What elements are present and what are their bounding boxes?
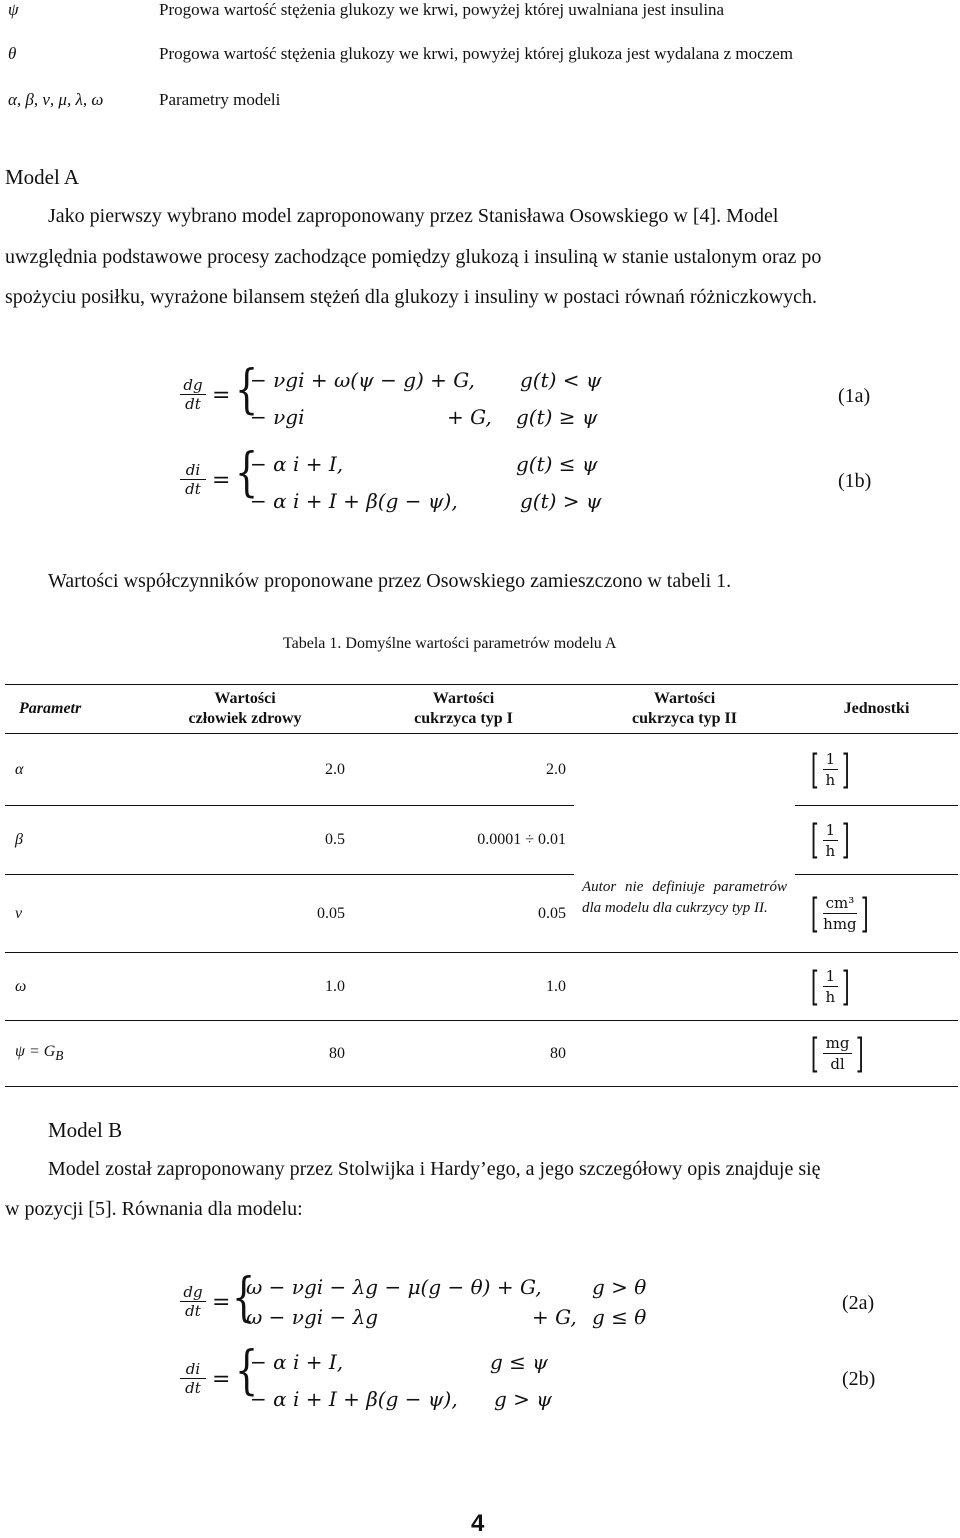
unit-numerator: 1 xyxy=(823,966,839,987)
row-alpha-param: α xyxy=(5,734,137,806)
header-type1-line-1: Wartości xyxy=(432,690,495,707)
eq2a-label: (2a) xyxy=(842,1292,875,1314)
eq1a-equals: = xyxy=(212,383,231,408)
header-param: Parametr xyxy=(5,685,137,734)
header-healthy-line-2: człowiek zdrowy xyxy=(188,710,302,727)
row-beta-unit xyxy=(795,806,958,875)
row-alpha-healthy: 2.0 xyxy=(137,734,353,806)
eq1a-condition-1: g(t) < ψ xyxy=(520,368,602,392)
type2-note xyxy=(574,734,795,953)
model-b-paragraph-line-2: w pozycji [5]. Równania dla modelu: xyxy=(5,1198,303,1220)
row-omega-unit xyxy=(795,953,958,1021)
eq2a-condition-1: g > θ xyxy=(592,1275,647,1299)
eq2a-derivative xyxy=(180,1283,206,1320)
eq2a-line-2: ω − νgi − λg xyxy=(246,1305,379,1329)
unit-numerator: 1 xyxy=(823,749,839,770)
eq2a-numerator: dg xyxy=(180,1283,206,1302)
row-nu-type1: 0.05 xyxy=(353,875,574,953)
eq1b-line-2: − α i + I + β(g − ψ), xyxy=(250,489,458,513)
model-a-paragraph-line-1: Jako pierwszy wybrano model zaproponowany przez Stanisława Osowskiego w [4]. Model xyxy=(48,205,779,227)
eq2b-condition-1: g ≤ ψ xyxy=(490,1350,548,1374)
table-header-row xyxy=(5,685,958,734)
table-row xyxy=(5,806,958,875)
eq2b-brace: { xyxy=(235,1341,259,1401)
eq1b-numerator: di xyxy=(180,461,206,480)
eq2a-condition-2: g ≤ θ xyxy=(592,1305,647,1329)
header-type2 xyxy=(574,685,795,734)
unit-denominator: dl xyxy=(830,1055,845,1073)
row-beta-param: β xyxy=(5,806,137,875)
row-psi-param xyxy=(5,1021,137,1087)
definition-symbol-theta: θ xyxy=(8,44,17,63)
definition-symbol-psi: ψ xyxy=(8,0,19,19)
row-omega-type2 xyxy=(574,953,795,1021)
eq1a-label: (1a) xyxy=(838,385,871,407)
eq2a-line-2-term: + G, xyxy=(532,1305,577,1329)
eq2b-label: (2b) xyxy=(842,1368,876,1390)
definition-symbol-params: α, β, ν, μ, λ, ω xyxy=(8,90,104,109)
eq2b-line-1: − α i + I, xyxy=(250,1350,344,1374)
unit-denominator: h xyxy=(825,841,836,860)
eq1a-brace: { xyxy=(235,360,259,420)
row-omega-param: ω xyxy=(5,953,137,1021)
header-healthy-line-1: Wartości xyxy=(214,690,276,707)
header-units: Jednostki xyxy=(795,685,958,734)
eq1a-line-2: − νgi xyxy=(250,405,305,429)
type2-note-text: Autor nie definiuje parametrów dla modelu dla cukrzycy typ II. xyxy=(582,879,787,916)
eq1b-brace: { xyxy=(235,443,259,503)
row-nu-param: ν xyxy=(5,875,137,953)
row-psi-unit xyxy=(795,1021,958,1087)
model-b-paragraph-line-1: Model został zaproponowany przez Stolwijka i Hardy’ego, a jego szczegółowy opis znajduje się xyxy=(48,1158,821,1180)
unit-denominator: h xyxy=(825,988,836,1006)
eq2b-equals: = xyxy=(212,1367,231,1392)
row-psi-param-subscript: B xyxy=(55,1048,64,1064)
definition-text-params: Parametry modeli xyxy=(159,90,281,109)
row-psi-type2 xyxy=(574,1021,795,1087)
header-type1 xyxy=(353,685,574,734)
table-row xyxy=(5,875,958,953)
eq2b-condition-2: g > ψ xyxy=(494,1387,552,1411)
table-reference-text: Wartości współczynników proponowane przez Osowskiego zamieszczono w tabeli 1. xyxy=(48,570,732,592)
model-a-paragraph-line-2: uwzględnia podstawowe procesy zachodzące pomiędzy glukozą i insuliną w stanie ustalonym oraz po xyxy=(5,246,822,268)
row-omega-healthy: 1.0 xyxy=(137,953,353,1021)
eq2a-brace: { xyxy=(232,1268,256,1328)
row-alpha-unit xyxy=(795,734,958,806)
unit-per-hour: [ $\frac{1}{h}$ ] xyxy=(810,963,850,1010)
table-row xyxy=(5,1021,958,1087)
eq2b-derivative xyxy=(180,1360,206,1397)
model-a-heading: Model A xyxy=(5,165,80,189)
row-psi-param-text: ψ = G xyxy=(15,1042,56,1060)
eq1b-label: (1b) xyxy=(838,470,872,492)
model-a-paragraph-line-3: spożyciu posiłku, wyrażone bilansem stężeń dla glukozy i insuliny w postaci równań różniczkowych. xyxy=(5,286,818,308)
eq2b-line-2: − α i + I + β(g − ψ), xyxy=(250,1387,458,1411)
unit-numerator: 1 xyxy=(823,820,839,841)
header-type2-line-2: cukrzyca typ II xyxy=(632,710,737,727)
row-alpha-type1: 2.0 xyxy=(353,734,574,806)
header-type2-line-1: Wartości xyxy=(653,690,716,707)
page-number: 4 xyxy=(471,1510,485,1537)
eq2b-denominator: dt xyxy=(185,1379,201,1397)
parameters-table xyxy=(5,684,958,1087)
eq2a-equals: = xyxy=(212,1290,231,1315)
eq1b-condition-2: g(t) > ψ xyxy=(520,489,602,513)
row-nu-healthy: 0.05 xyxy=(137,875,353,953)
header-type1-line-2: cukrzyca typ I xyxy=(414,710,513,727)
eq1b-derivative xyxy=(180,461,206,498)
row-nu-unit xyxy=(795,875,958,953)
row-psi-healthy: 80 xyxy=(329,1044,345,1062)
definition-text-theta: Progowa wartość stężenia glukozy we krwi, powyżej której glukoza jest wydalana z moczem xyxy=(159,44,793,63)
table-row xyxy=(5,734,958,806)
unit-per-hour: [ $\frac{1}{h}$ ] xyxy=(810,746,850,793)
eq1a-line-1: − νgi + ω(ψ − g) + G, xyxy=(250,368,475,392)
unit-cm3-per-hmg: [ cm³ hmg ] xyxy=(810,890,869,937)
unit-per-hour: [ $\frac{1}{h}$ ] xyxy=(810,817,850,863)
unit-numerator: mg xyxy=(823,1033,853,1054)
eq1a-condition-2: g(t) ≥ ψ xyxy=(516,405,598,429)
unit-numerator: cm³ xyxy=(823,893,858,914)
row-beta-type1: 0.0001 ÷ 0.01 xyxy=(353,806,574,875)
eq1a-derivative xyxy=(180,376,206,413)
eq2a-denominator: dt xyxy=(185,1302,201,1320)
unit-denominator: h xyxy=(825,771,836,789)
eq2a-line-1: ω − νgi − λg − μ(g − θ) + G, xyxy=(246,1275,542,1299)
definition-text-psi: Progowa wartość stężenia glukozy we krwi, powyżej której uwalniana jest insulina xyxy=(159,0,725,19)
model-b-heading: Model B xyxy=(48,1118,123,1142)
row-beta-healthy: 0.5 xyxy=(137,806,353,875)
eq1b-equals: = xyxy=(212,468,231,493)
table-caption: Tabela 1. Domyślne wartości parametrów modelu A xyxy=(283,635,617,652)
eq1b-denominator: dt xyxy=(185,480,201,498)
row-omega-type1: 1.0 xyxy=(353,953,574,1021)
header-healthy xyxy=(137,685,353,734)
unit-mg-per-dl: [ $\frac{mg}{dl}$ ] xyxy=(810,1030,865,1077)
eq2b-numerator: di xyxy=(180,1360,206,1379)
unit-denominator: hmg xyxy=(823,915,857,933)
eq1b-condition-1: g(t) ≤ ψ xyxy=(516,452,598,476)
eq1a-numerator: dg xyxy=(180,376,206,395)
table-row xyxy=(5,953,958,1021)
eq1a-denominator: dt xyxy=(185,395,201,413)
row-psi-type1: 80 xyxy=(550,1044,566,1062)
eq1a-line-2-term: + G, xyxy=(447,405,492,429)
eq1b-line-1: − α i + I, xyxy=(250,452,344,476)
